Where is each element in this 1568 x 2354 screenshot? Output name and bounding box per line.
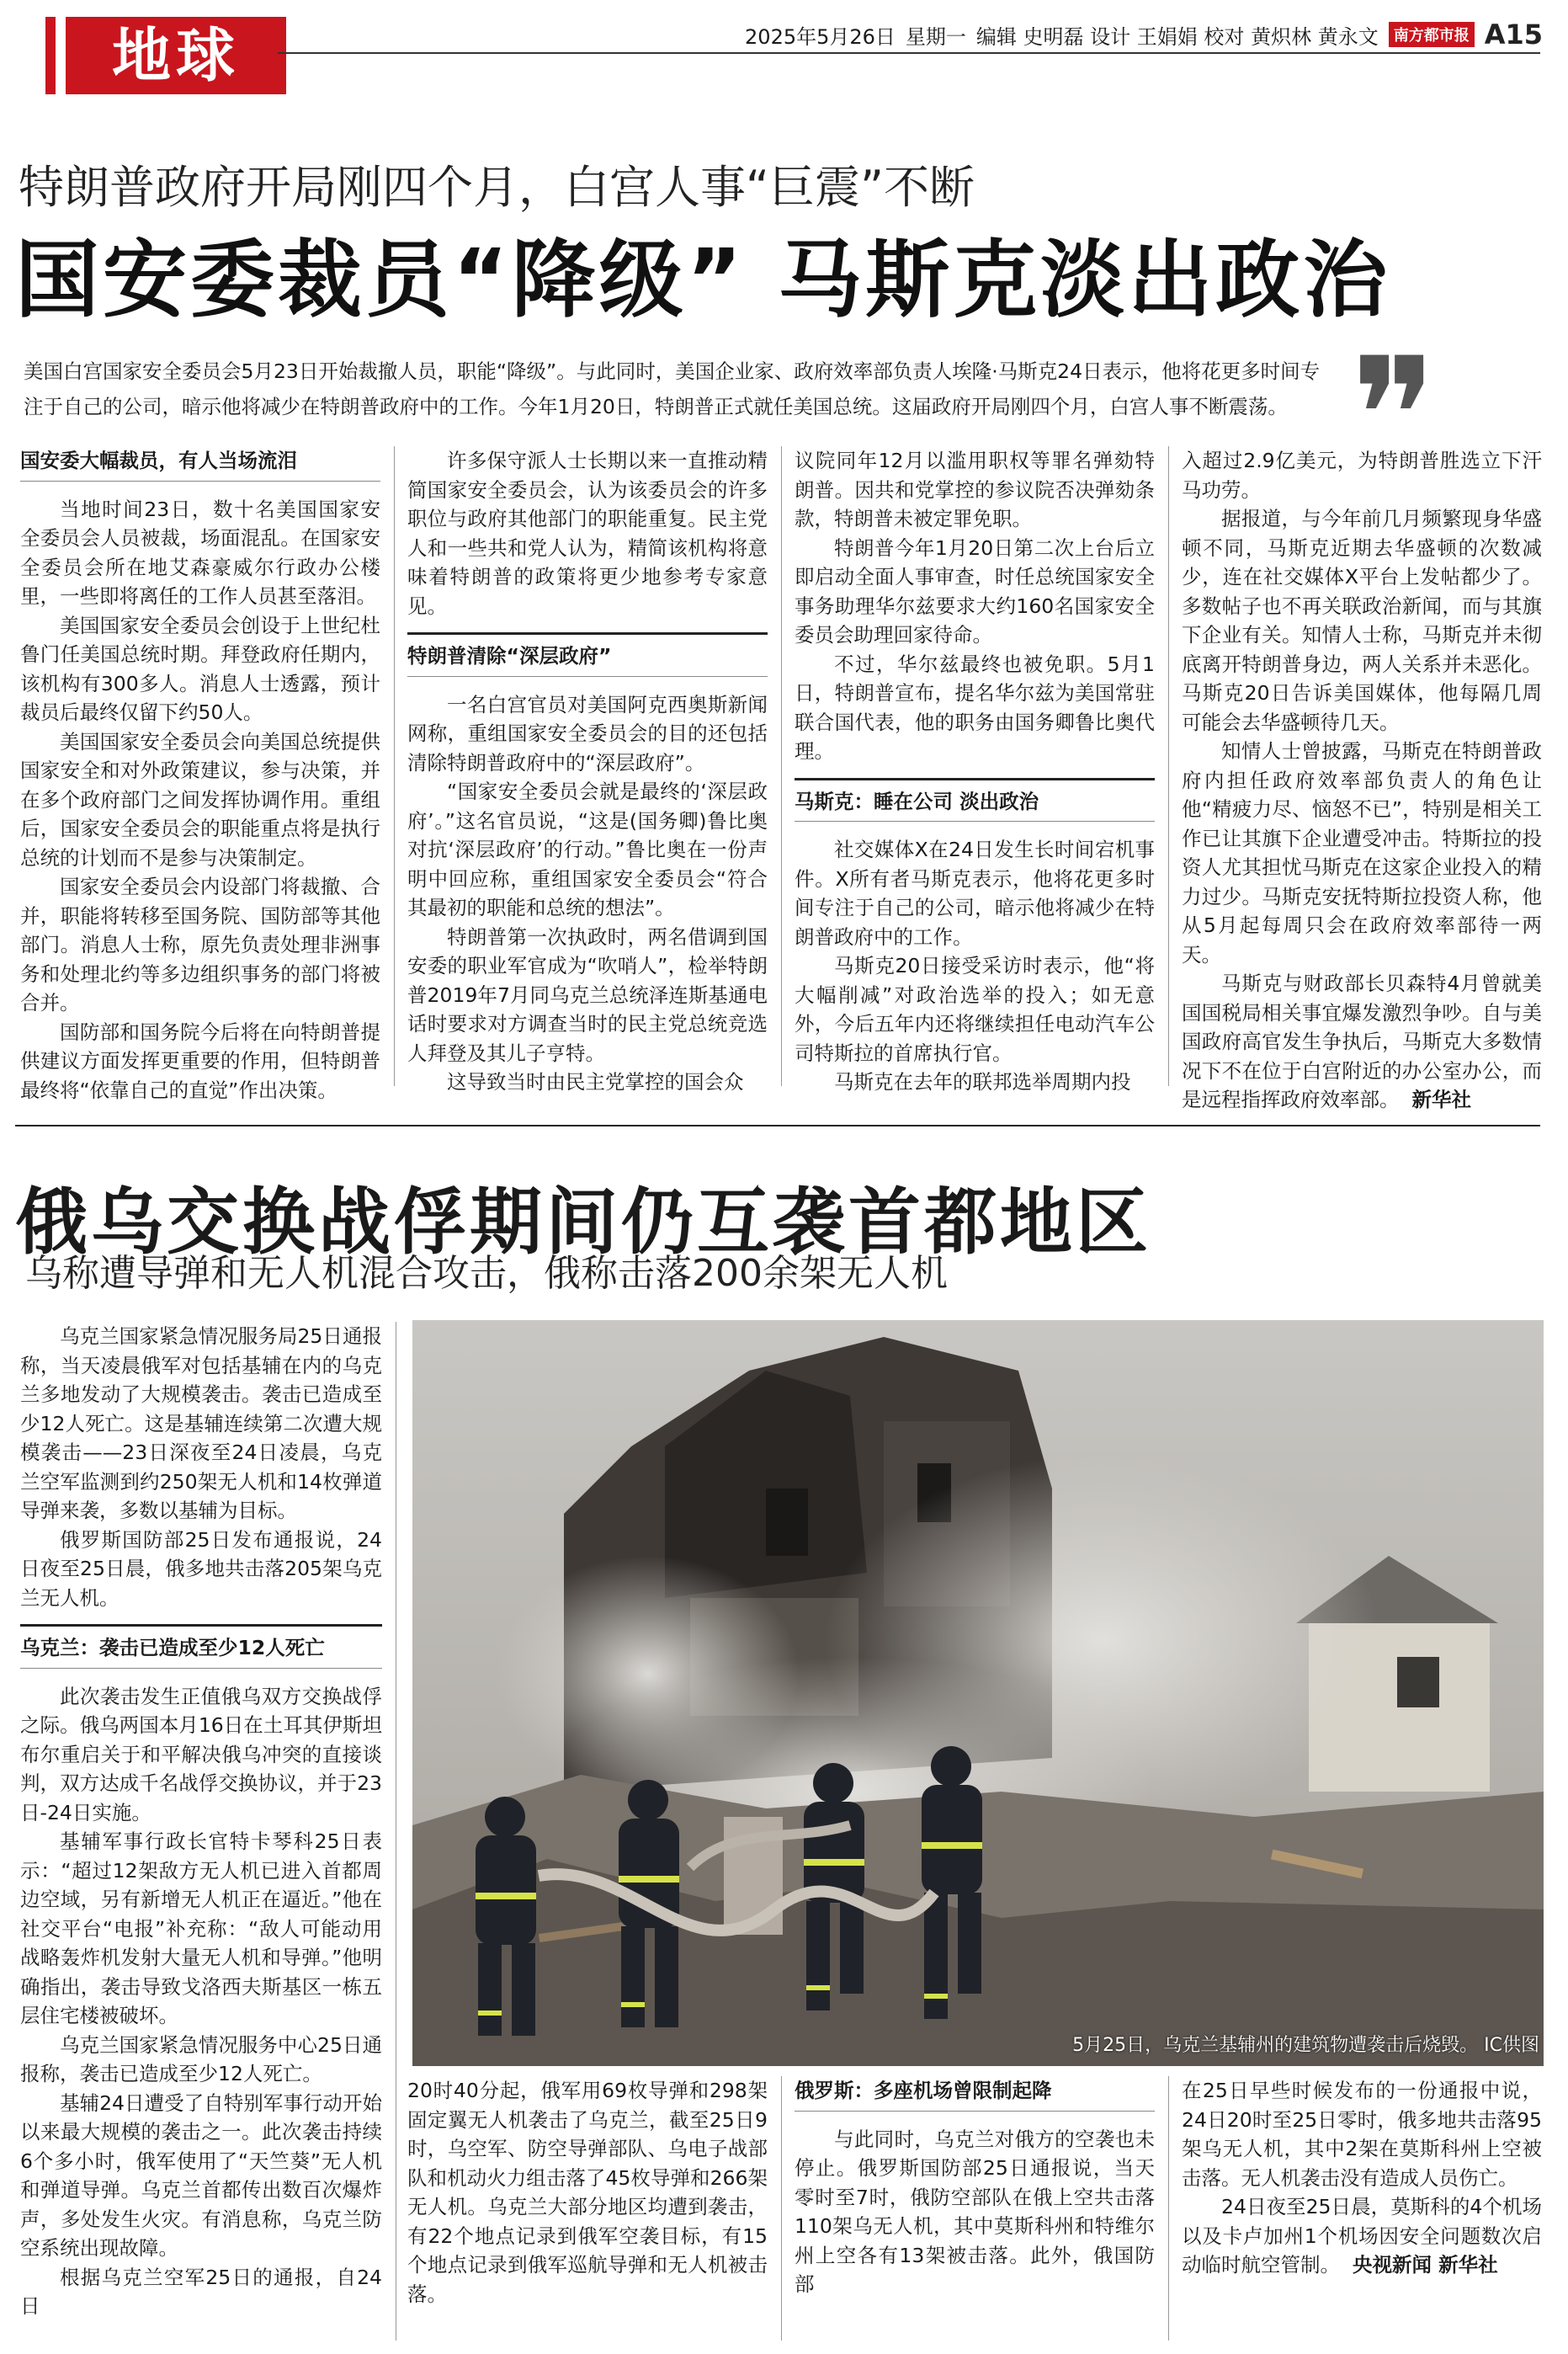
paragraph: 国防部和国务院今后将在向特朗普提供建议方面发挥更重要的作用，但特朗普最终将“依靠自己的直觉”作出决策。 [20, 1020, 380, 1102]
story2-bottom-column-2 [795, 2076, 1155, 2299]
column-divider [394, 446, 395, 1086]
section-tag: 地球 [66, 17, 286, 94]
firefighters-photo [412, 1320, 1544, 2066]
paragraph: 美国国家安全委员会创设于上世纪杜鲁门任美国总统时期。拜登政府任期内，该机构有300多人。消息人士透露，预计裁员后最终仅留下约50人。 [20, 613, 380, 724]
paragraph: 马斯克20日接受采访时表示，他“将大幅削减”对政治选举的投入；如无意外，今后五年内还将继续担任电动汽车公司特斯拉的首席执行官。 [795, 954, 1155, 1065]
story1-kicker: 特朗普政府开局刚四个月，白宫人事“巨震”不断 [19, 161, 975, 214]
story1-column-1 [20, 446, 380, 1105]
paragraph [1182, 2192, 1542, 2280]
story2-bottom-column-1 [407, 2076, 768, 2309]
story1-headline: 国安委裁员“降级” 马斯克淡出政治 [15, 231, 1391, 329]
paragraph: 知情人士曾披露，马斯克在特朗普政府内担任政府效率部负责人的角色让他“精疲力尽、恼怒不已”，特别是相关工作已让其旗下企业遭受冲击。特斯拉的投资人尤其担忧马斯克在这家企业投入的精力过少。马斯克安抚特斯拉投资人称，他从5月起每周只会在政府效率部待一两天。 [1182, 739, 1542, 967]
paragraph: 基辅军事行政长官特卡琴科25日表示：“超过12架敌方无人机已进入首都周边空域，另有新增无人机正在逼近。”他在社交平台“电报”补充称：“敌人可能动用战略轰炸机发射大量无人机和导弹。”他明确指出，袭击导致戈洛西夫斯基区一栋五层住宅楼被破坏。 [20, 1829, 382, 2027]
paragraph: 美国国家安全委员会向美国总统提供国家安全和对外政策建议，参与决策，并在多个政府部门之间发挥协调作用。重组后，国家安全委员会的职能重点将是执行总统的计划而不是参与决策制定。 [20, 729, 380, 870]
news-photo [412, 1320, 1544, 2066]
paragraph-text: 马斯克与财政部长贝森特4月曾就美国国税局相关事宜爆发激烈争吵。自与美国政府高官发生争执后，马斯克大多数情况下不在位于白宫附近的办公室办公，而是远程指挥政府效率部。 [1182, 972, 1542, 1111]
story1-subhead-2: 特朗普清除“深层政府” [407, 632, 768, 677]
paragraph: 据报道，与今年前几月频繁现身华盛顿不同，马斯克近期去华盛顿的次数减少，连在社交媒体X平台上发帖都少了。多数帖子也不再关联政治新闻，而与其旗下企业有关。知情人士称，马斯克并未彻底离开特朗普身边，两人关系并未恶化。马斯克20日告诉美国媒体，他每隔几周可能会去华盛顿待几天。 [1182, 507, 1542, 734]
paragraph-text: 24日夜至25日晨，莫斯科的4个机场以及卡卢加州1个机场因安全问题数次启动临时航空管制。 [1182, 2195, 1542, 2277]
story2-headline: 俄乌交换战俘期间仍互袭首都地区 [15, 1180, 1151, 1265]
paragraph: 乌克兰国家紧急情况服务局25日通报称，当天凌晨俄军对包括基辅在内的乌克兰多地发动了大规模袭击。袭击已造成至少12人死亡。这是基辅连续第二次遭大规模袭击——23日深夜至24日凌晨，乌克兰空军监测到约250架无人机和14枚弹道导弹来袭，多数以基辅为目标。 [20, 1324, 382, 1522]
header-meta [745, 19, 1543, 51]
paragraph: 特朗普今年1月20日第二次上台后立即启动全面人事审查，时任总统国家安全事务助理华尔兹要求大约160名国家安全委员会助理回家待命。 [795, 535, 1155, 647]
paragraph: 基辅24日遭受了自特别军事行动开始以来最大规模的袭击之一。此次袭击持续6个多小时，俄军使用了“天竺葵”无人机和弹道导弹。乌克兰首都传出数百次爆炸声，多处发生火灾。有消息称，乌克兰防空系统出现故障。 [20, 2090, 382, 2260]
story2-subheadline: 乌称遭导弹和无人机混合攻击，俄称击落200余架无人机 [25, 1252, 948, 1295]
paragraph: 这导致当时由民主党掌控的国会众 [447, 1070, 744, 1094]
paragraph: 乌克兰国家紧急情况服务中心25日通报称，袭击已造成至少12人死亡。 [20, 2032, 382, 2085]
paragraph: 社交媒体X在24日发生长时间宕机事件。X所有者马斯克表示，他将花更多时间专注于自己的公司，暗示他将减少在特朗普政府中的工作。 [795, 838, 1155, 949]
paragraph: 20时40分起，俄军用69枚导弹和298架固定翼无人机袭击了乌克兰，截至25日9时，乌空军、防空导弹部队、乌电子战部队和机动火力组击落了45枚导弹和266架无人机。乌克兰大部分地区均遭到袭击，有22个地点记录到俄军空袭目标，有15个地点记录到俄军巡航导弹和无人机被击落。 [407, 2079, 768, 2306]
paragraph [1182, 969, 1542, 1115]
paragraph: 许多保守派人士长期以来一直推动精简国家安全委员会，认为该委员会的许多职位与政府其他部门的职能重复。民主党人和一些共和党人认为，精简该机构将意味着特朗普的政策将更少地参考专家意见。 [407, 449, 768, 618]
paragraph: 议院同年12月以滥用职权等罪名弹劾特朗普。因共和党掌控的参议院否决弹劾条款，特朗普未被定罪免职。 [795, 449, 1155, 530]
story1-lead: 美国白宫国家安全委员会5月23日开始裁撤人员，职能“降级”。与此同时，美国企业家、政府效率部负责人埃隆·马斯克24日表示，他将花更多时间专注于自己的公司，暗示他将减少在特朗普政府中的工作。今年1月20日，特朗普正式就任美国总统。这届政府开局刚四个月，白宫人事不断震荡。 [24, 359, 1321, 418]
story1-subhead-3: 马斯克：睡在公司 淡出政治 [795, 778, 1155, 823]
column-divider [1168, 446, 1169, 1086]
story2-byline: 央视新闻 新华社 [1352, 2253, 1498, 2277]
story2-subhead-1: 乌克兰：袭击已造成至少12人死亡 [20, 1624, 382, 1669]
issue-date: 2025年5月26日 [745, 24, 896, 49]
story1-column-4 [1182, 446, 1542, 1115]
story1-column-2 [407, 446, 768, 1097]
paragraph: 与此同时，乌克兰对俄方的空袭也未停止。俄罗斯国防部25日通报说，当天零时至7时，俄防空部队在俄上空共击落110架乌无人机，其中莫斯科州和特维尔州上空各有13架被击落。此外，俄国防部 [795, 2127, 1155, 2296]
paragraph: 此次袭击发生正值俄乌双方交换战俘之际。俄乌两国本月16日在土耳其伊斯坦布尔重启关于和平解决俄乌冲突的直接谈判，双方达成千名战俘交换协议，并于23日-24日实施。 [20, 1684, 382, 1824]
paper-logo: 南方都市报 [1389, 22, 1475, 47]
header-rule [278, 52, 1540, 54]
paragraph: 俄罗斯国防部25日发布通报说，24日夜至25日晨，俄多地共击落205架乌克兰无人机。 [20, 1527, 382, 1610]
column-divider [1168, 2076, 1169, 2341]
story-divider [15, 1125, 1540, 1126]
paragraph: “国家安全委员会就是最终的‘深层政府’。”这名官员说，“这是(国务卿)鲁比奥对抗‘深层政府’的行动。”鲁比奥在一份声明中回应称，重组国家安全委员会“符合其最初的职能和总统的想法”。 [407, 780, 768, 919]
story2-left-column [20, 1322, 382, 2321]
story1-subhead-1: 国安委大幅裁员，有人当场流泪 [20, 446, 380, 482]
photo-caption: 5月25日，乌克兰基辅州的建筑物遭袭击后烧毁。 IC供图 [1072, 2035, 1539, 2056]
quote-icon: ❞ [1351, 323, 1438, 509]
issue-weekday: 星期一 [905, 24, 966, 49]
story2-subhead-2: 俄罗斯：多座机场曾限制起降 [795, 2076, 1155, 2112]
story1-column-3 [795, 446, 1155, 1097]
paragraph: 在25日早些时候发布的一份通报中说，24日20时至25日零时，俄多地共击落95架乌无人机，其中2架在莫斯科州上空被击落。无人机袭击没有造成人员伤亡。 [1182, 2079, 1542, 2190]
column-divider [781, 446, 782, 1086]
story2-bottom-column-3 [1182, 2076, 1542, 2280]
paragraph: 根据乌克兰空军25日的通报，自24日 [20, 2265, 382, 2318]
column-divider [781, 2076, 782, 2341]
paragraph: 不过，华尔兹最终也被免职。5月1日，特朗普宣布，提名华尔兹为美国常驻联合国代表，他的职务由国务卿鲁比奥代理。 [795, 652, 1155, 763]
paragraph: 特朗普第一次执政时，两名借调到国安委的职业军官成为“吹哨人”，检举特朗普2019年7月同乌克兰总统泽连斯基通电话时要求对方调查当时的民主党总统竞选人拜登及其儿子亨特。 [407, 924, 768, 1065]
paragraph: 当地时间23日，数十名美国国家安全委员会人员被裁，场面混乱。在国家安全委员会所在地艾森豪威尔行政办公楼里，一些即将离任的工作人员甚至落泪。 [20, 497, 380, 608]
story1-byline: 新华社 [1411, 1088, 1471, 1111]
editor-credits: 编辑 史明磊 设计 王娟娟 校对 黄炽林 黄永文 [975, 24, 1379, 49]
paragraph: 入超过2.9亿美元，为特朗普胜选立下汗马功劳。 [1182, 449, 1542, 502]
paragraph: 一名白宫官员对美国阿克西奥斯新闻网称，重组国家安全委员会的目的还包括清除特朗普政府中的“深层政府”。 [407, 692, 768, 775]
page-number: A15 [1484, 19, 1543, 51]
paragraph: 国家安全委员会内设部门将裁撤、合并，职能将转移至国务院、国防部等其他部门。消息人士称，原先负责处理非洲事务和处理北约等多边组织事务的部门将被合并。 [20, 875, 380, 1015]
paragraph: 马斯克在去年的联邦选举周期内投 [834, 1070, 1131, 1094]
